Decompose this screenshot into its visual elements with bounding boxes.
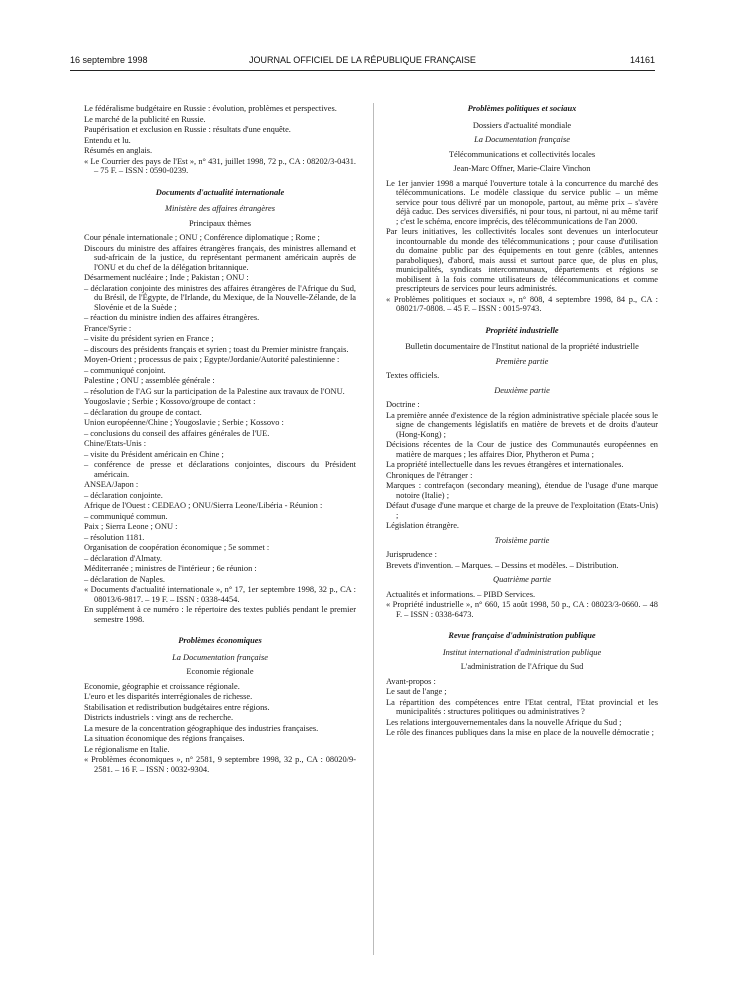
text-line: – résolution de l'AG sur la participation de la Palestine aux travaux de l'ONU.: [84, 386, 345, 396]
text-line: Palestine ; ONU ; assemblée générale :: [84, 376, 215, 385]
text-line: Chroniques de l'étranger :: [386, 470, 473, 480]
text-line: Moyen-Orient ; processus de paix ; Egypte/Jordanie/Autorité palestinienne :: [84, 355, 340, 364]
section-theme: Economie régionale: [186, 667, 254, 676]
supplement-note: En supplément à ce numéro : le répertoire des textes publiés pendant le premier semestre 1998.: [84, 605, 356, 624]
text-line: Organisation de coopération économique ; 5e sommet :: [84, 543, 270, 552]
part-heading: Première partie: [495, 356, 549, 366]
part-heading: Troisième partie: [494, 535, 550, 545]
part-heading: Quatrième partie: [493, 575, 551, 584]
section-theme: Principaux thèmes: [188, 218, 252, 228]
text-line: Résumés en anglais.: [84, 146, 153, 155]
page-number: 14161: [629, 55, 655, 65]
text-line: – visite du Président américain en Chine ;: [84, 449, 224, 459]
text-line: Marques : contrefaçon (secondary meaning), étendue de l'usage d'une marque notoire (Italie) ;: [386, 481, 658, 500]
text-line: Paix ; Sierra Leone ; ONU :: [84, 522, 178, 531]
right-column: [386, 104, 658, 739]
section-publisher: Ministère des affaires étrangères: [164, 204, 276, 213]
section-heading: Problèmes économiques: [178, 636, 262, 645]
section-lines: [386, 590, 658, 600]
text-line: Désarmement nucléaire ; Inde ; Pakistan ; ONU :: [84, 273, 249, 282]
text-line: Le rôle des finances publiques dans la mise en place de la nouvelle démocratie ;: [386, 728, 654, 737]
section-publisher: Institut international d'administration publique: [442, 647, 602, 657]
text-line: – déclaration d'Almaty.: [84, 553, 162, 563]
text-line: – déclaration de Naples.: [84, 574, 165, 584]
header-rule: [70, 70, 655, 71]
text-line: – réaction du ministre indien des affaires étrangères.: [84, 313, 260, 322]
journal-title: JOURNAL OFFICIEL DE LA RÉPUBLIQUE FRANÇAISE: [249, 55, 476, 65]
text-line: La mesure de la concentration géographique des industries françaises.: [84, 723, 319, 733]
section-heading: Documents d'actualité internationale: [155, 187, 285, 197]
text-line: Méditerranée ; ministres de l'intérieur ; 6e réunion :: [84, 564, 257, 573]
section-bulletin: Bulletin documentaire de l'Institut national de la propriété industrielle: [405, 342, 639, 351]
text-line: – résolution 1181.: [84, 532, 145, 542]
section-authors: Jean-Marc Offner, Marie-Claire Vinchon: [453, 164, 591, 173]
text-line: – déclaration conjointe des ministres des affaires étrangères de l'Afrique du Sud, du Brésil, de l'Égypte, de l'Irlande, du Mexique, de la Nouvelle-Zélande, de la Slovénie et de la Suède ;: [84, 283, 356, 312]
section-publisher: La Documentation française: [474, 135, 570, 144]
text-line: Doctrine :: [386, 400, 420, 409]
text-line: Les relations intergouvernementales dans la nouvelle Afrique du Sud ;: [386, 717, 622, 727]
text-line: – conférence de presse et déclarations conjointes, discours du Président américain.: [84, 460, 356, 479]
text-line: – déclaration conjointe.: [84, 490, 163, 500]
text-line: – communiqué commun.: [84, 511, 168, 521]
page-header: [70, 55, 655, 69]
text-line: Economie, géographie et croissance régionale.: [84, 681, 240, 691]
section-lines: [386, 677, 658, 738]
text-line: Législation étrangère.: [386, 521, 460, 530]
text-line: – communiqué conjoint.: [84, 365, 166, 375]
text-line: La propriété intellectuelle dans les revues étrangères et internationales.: [386, 460, 624, 469]
section-lines: [386, 550, 658, 570]
text-line: Yougoslavie ; Serbie ; Kossovo/groupe de contact :: [84, 397, 256, 406]
part-heading: Deuxième partie: [494, 385, 550, 395]
left-top-lines: [84, 104, 356, 156]
text-line: Paupérisation et exclusion en Russie : résultats d'une enquête.: [84, 125, 291, 134]
publication-reference: « Problèmes économiques », n° 2581, 9 septembre 1998, 32 p., CA : 08020/9-2581. – 16 F. – ISSN : 0032-9304.: [84, 755, 356, 774]
text-line: – conclusions du conseil des affaires générales de l'UE.: [84, 428, 270, 438]
column-divider: [373, 103, 374, 955]
text-line: Chine/Etats-Unis :: [84, 439, 147, 448]
text-line: Textes officiels.: [386, 371, 440, 380]
text-line: Afrique de l'Ouest : CEDEAO ; ONU/Sierra Leone/Libéria - Réunion :: [84, 501, 323, 510]
text-line: La répartition des compétences entre l'Etat central, l'Etat provincial et les municipalités : structures politiques ou administratives ?: [386, 697, 658, 716]
text-line: – déclaration du groupe de contact.: [84, 407, 202, 417]
section-lines: [386, 400, 658, 531]
section-publisher: La Documentation française: [172, 652, 268, 662]
text-line: Stabilisation et redistribution budgétaires entre régions.: [84, 702, 270, 712]
publication-reference: « Propriété industrielle », n° 660, 15 août 1998, 50 p., CA : 08023/3-0660. – 48 F. – ISSN : 0338-6473.: [386, 600, 658, 619]
text-line: Districts industriels : vingt ans de recherche.: [84, 713, 234, 722]
text-line: Le fédéralisme budgétaire en Russie : évolution, problèmes et perspectives.: [84, 104, 337, 113]
text-line: – visite du président syrien en France ;: [84, 334, 214, 343]
section-heading: Revue française d'administration publique: [448, 631, 596, 640]
section-series: Dossiers d'actualité mondiale: [472, 120, 572, 130]
text-line: L'euro et les disparités interrégionales de richesse.: [84, 692, 253, 701]
publication-reference: « Problèmes politiques et sociaux », n° 808, 4 septembre 1998, 84 p., CA : 08021/7-0808. – 45 F. – ISSN : 0015-9743.: [386, 294, 658, 313]
text-line: La première année d'existence de la région administrative spéciale placée sous le signe de changements législatifs en matière de brevets et de droits d'auteur (Hong-Kong) ;: [386, 410, 658, 439]
text-line: Le marché de la publicité en Russie.: [84, 114, 206, 124]
section-lines: [386, 371, 658, 381]
text-line: Entendu et lu.: [84, 135, 131, 145]
text-line: Décisions récentes de la Cour de justice des Communautés européennes en matière de marques ; les affaires Dior, Phytheron et Puma ;: [386, 440, 658, 459]
publication-reference: « Le Courrier des pays de l'Est », n° 431, juillet 1998, 72 p., CA : 08202/3-0431. – 75 F. – ISSN : 0590-0239.: [84, 156, 356, 175]
text-line: Cour pénale internationale ; ONU ; Conférence diplomatique ; Rome ;: [84, 233, 320, 242]
text-line: – discours des présidents français et syrien ; toast du Premier ministre français.: [84, 344, 349, 354]
text-line: Jurisprudence :: [386, 550, 437, 559]
section-theme: Télécommunications et collectivités locales: [448, 149, 596, 159]
section-heading: Problèmes politiques et sociaux: [467, 104, 577, 113]
issue-date: 16 septembre 1998: [70, 55, 148, 65]
text-line: Le saut de l'ange ;: [386, 687, 447, 696]
text-line: France/Syrie :: [84, 323, 132, 333]
section-lines: [84, 682, 356, 755]
text-line: Brevets d'invention. – Marques. – Dessins et modèles. – Distribution.: [386, 560, 619, 570]
summary-paragraph: Le 1er janvier 1998 a marqué l'ouverture totale à la concurrence du marché des télécommunications. Le modèle classique du service public – un même service pour tous délivré par un monopole, partout, au même prix – s'avère déjà caduc. Des services diversifiés, ni pour tous, ni partout, ni au même tarif ; c'est le schéma, encore imprécis, des télécommunications de l'an 2000.: [386, 178, 658, 226]
section-theme: L'administration de l'Afrique du Sud: [460, 662, 584, 671]
text-line: Discours du ministre des affaires étrangères français, des ministres allemand et sud-africain de la justice, du représentant permanent américain auprès de l'ONU et du chef de la délégation britannique.: [84, 243, 356, 272]
text-line: Union européenne/Chine ; Yougoslavie ; Serbie ; Kossovo :: [84, 418, 284, 427]
summary-paragraph: Par leurs initiatives, les collectivités locales sont devenues un interlocuteur incontournable du monde des télécommunications ; pour cause d'utilisation du domaine public par des équipements en tout genre (câbles, antennes paraboliques), d'abord, mais aussi et surtout parce que, de plus en plus, municipalités, syndicats intercommunaux, départements et régions se mobilisent à la fois comme utilisateurs de télécommunications et comme prescripteurs de services pour leurs administrés.: [386, 227, 658, 293]
text-line: ANSEA/Japon :: [84, 480, 139, 489]
section-lines: [84, 233, 356, 584]
text-line: La situation économique des régions françaises.: [84, 734, 245, 743]
left-column: [84, 104, 356, 775]
text-line: Défaut d'usage d'une marque et charge de la preuve de l'exploitation (Etats-Unis) ;: [386, 501, 658, 520]
text-line: Actualités et informations. – PIBD Services.: [386, 589, 536, 599]
publication-reference: « Documents d'actualité internationale », n° 17, 1er septembre 1998, 32 p., CA : 08013/6-9817. – 19 F. – ISSN : 0338-4454.: [84, 585, 356, 604]
section-heading: Propriété industrielle: [485, 325, 559, 335]
text-line: Le régionalisme en Italie.: [84, 744, 170, 754]
text-line: Avant-propos :: [386, 676, 436, 686]
